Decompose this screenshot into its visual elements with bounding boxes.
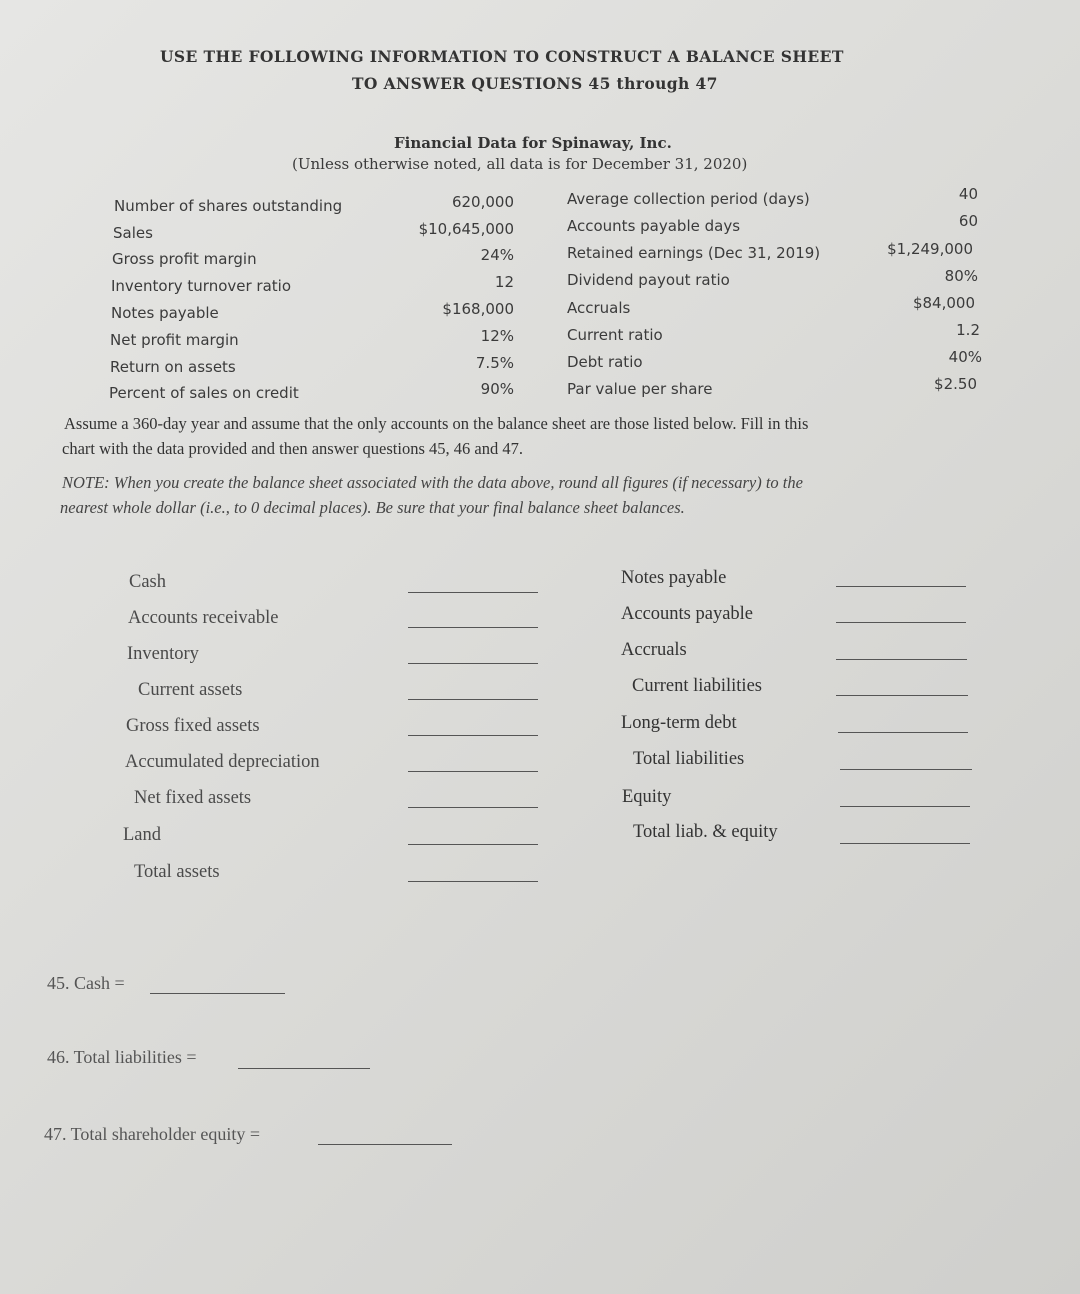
answer-blank[interactable] [408, 663, 538, 664]
answer-blank[interactable] [840, 806, 970, 807]
answer-blank[interactable] [840, 843, 970, 844]
right-item-value: 1.2 [956, 321, 980, 339]
assets-label: Land [123, 825, 162, 845]
right-item-label: Retained earnings (Dec 31, 2019) [567, 244, 821, 262]
left-item-label: Number of shares outstanding [114, 197, 343, 215]
right-item-label: Current ratio [567, 326, 663, 344]
assets-label: Accumulated depreciation [125, 752, 320, 772]
left-item-label: Notes payable [111, 304, 219, 322]
assets-label: Total assets [134, 862, 220, 882]
answer-blank[interactable] [408, 699, 538, 700]
data-subtitle: (Unless otherwise noted, all data is for December 31, 2020) [292, 155, 748, 173]
liabilities-label: Notes payable [621, 568, 727, 588]
data-title: Financial Data for Spinaway, Inc. [394, 134, 672, 152]
question-47: 47. Total shareholder equity = [44, 1124, 261, 1144]
left-item-label: Gross profit margin [112, 250, 257, 268]
assets-label: Cash [129, 572, 166, 592]
left-item-label: Percent of sales on credit [109, 384, 299, 402]
question-47-blank[interactable] [318, 1144, 452, 1145]
answer-blank[interactable] [840, 769, 972, 770]
right-item-value: $1,249,000 [887, 240, 973, 258]
answer-blank[interactable] [408, 807, 538, 808]
answer-blank[interactable] [408, 627, 538, 628]
question-46: 46. Total liabilities = [47, 1047, 197, 1067]
right-item-label: Accounts payable days [567, 217, 741, 235]
assets-label: Net fixed assets [134, 788, 252, 808]
liabilities-label: Total liab. & equity [633, 822, 778, 842]
answer-blank[interactable] [836, 622, 966, 623]
question-45: 45. Cash = [47, 973, 125, 993]
question-46-blank[interactable] [238, 1068, 370, 1069]
left-item-label: Return on assets [110, 358, 236, 376]
right-item-label: Accruals [567, 299, 631, 317]
left-item-value: $168,000 [442, 300, 514, 318]
answer-blank[interactable] [836, 586, 966, 587]
answer-blank[interactable] [408, 771, 538, 772]
right-item-label: Par value per share [567, 380, 713, 398]
left-item-value: 12 [494, 273, 514, 291]
right-item-value: 40 [958, 185, 978, 203]
assets-label: Accounts receivable [128, 608, 279, 628]
answer-blank[interactable] [836, 659, 967, 660]
left-item-label: Net profit margin [110, 331, 239, 349]
right-item-label: Average collection period (days) [567, 190, 810, 208]
right-item-value: 60 [958, 212, 978, 230]
left-item-label: Sales [113, 224, 153, 242]
left-item-value: 90% [480, 380, 514, 398]
header-line-2: TO ANSWER QUESTIONS 45 through 47 [352, 74, 718, 93]
liabilities-label: Current liabilities [632, 676, 762, 696]
liabilities-label: Total liabilities [633, 749, 745, 769]
left-item-label: Inventory turnover ratio [111, 277, 292, 295]
answer-blank[interactable] [838, 732, 968, 733]
right-item-value: $2.50 [934, 375, 977, 393]
header-line-1: USE THE FOLLOWING INFORMATION TO CONSTRUCT A BALANCE SHEET [160, 47, 844, 66]
instructions-line-2: chart with the data provided and then answer questions 45, 46 and 47. [62, 439, 523, 458]
answer-blank[interactable] [408, 592, 538, 593]
left-item-value: 24% [480, 246, 514, 264]
right-item-label: Dividend payout ratio [567, 271, 730, 289]
left-item-value: 620,000 [451, 193, 514, 211]
question-45-blank[interactable] [150, 993, 285, 994]
answer-blank[interactable] [408, 881, 538, 882]
assets-label: Gross fixed assets [126, 716, 260, 736]
right-item-value: 40% [948, 348, 982, 366]
assets-label: Current assets [138, 680, 243, 700]
answer-blank[interactable] [836, 695, 968, 696]
answer-blank[interactable] [408, 735, 538, 736]
left-item-value: $10,645,000 [418, 220, 514, 238]
assets-label: Inventory [127, 644, 199, 664]
right-item-value: 80% [944, 267, 978, 285]
note-line-2: nearest whole dollar (i.e., to 0 decimal places). Be sure that your final balance sheet balances. [60, 498, 685, 517]
liabilities-label: Long-term debt [621, 713, 737, 733]
answer-blank[interactable] [408, 844, 538, 845]
right-item-label: Debt ratio [567, 353, 643, 371]
liabilities-label: Accruals [621, 640, 687, 660]
liabilities-label: Equity [622, 787, 672, 807]
instructions-line-1: Assume a 360-day year and assume that the only accounts on the balance sheet are those listed below. Fill in this [64, 414, 809, 433]
right-item-value: $84,000 [912, 294, 975, 312]
note-line-1: NOTE: When you create the balance sheet associated with the data above, round all figures (if necessary) to the [62, 473, 803, 492]
liabilities-label: Accounts payable [621, 604, 754, 624]
left-item-value: 12% [480, 327, 514, 345]
left-item-value: 7.5% [475, 354, 514, 372]
